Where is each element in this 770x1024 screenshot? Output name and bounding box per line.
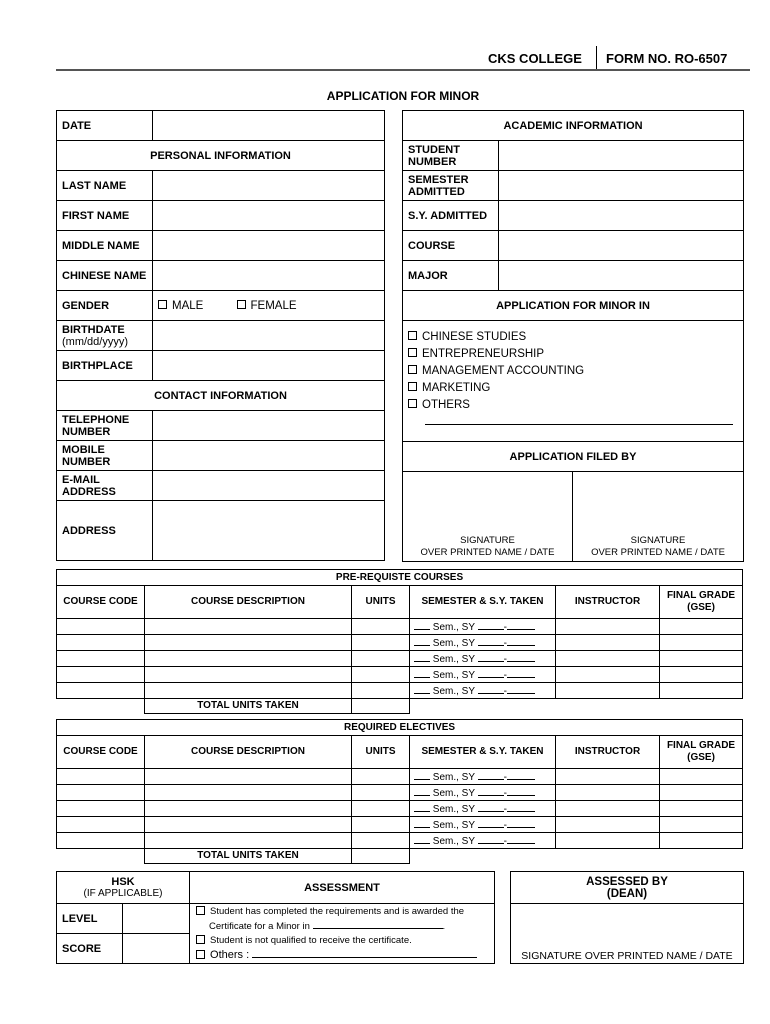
prereq-col-desc: COURSE DESCRIPTION <box>145 586 352 619</box>
dean-heading: ASSESSED BY (DEAN) <box>511 872 744 904</box>
filed-by-heading: APPLICATION FILED BY <box>403 442 744 472</box>
completed-option[interactable]: Student has completed the requirements and is awarded the <box>196 905 488 919</box>
not-qualified-option[interactable]: Student is not qualified to receive the certificate. <box>196 934 488 948</box>
course-label: COURSE <box>403 231 499 261</box>
electives-col-instructor: INSTRUCTOR <box>556 736 660 769</box>
header-college: CKS COLLEGE <box>488 51 582 66</box>
hsk-heading: HSK (IF APPLICABLE) <box>57 872 190 904</box>
table-row <box>57 817 743 833</box>
personal-info-heading: PERSONAL INFORMATION <box>57 141 385 171</box>
assessment-table <box>56 871 495 964</box>
option-others[interactable]: OTHERS <box>408 397 738 414</box>
birthplace-label: BIRTHPLACE <box>57 351 153 381</box>
prereq-col-grade: FINAL GRADE (GSE) <box>660 586 743 619</box>
electives-col-code: COURSE CODE <box>57 736 145 769</box>
minor-heading: APPLICATION FOR MINOR IN <box>403 291 744 321</box>
male-checkbox[interactable]: MALE <box>158 300 203 312</box>
semester-admitted-label: SEMESTER ADMITTED <box>403 171 499 201</box>
date-field[interactable] <box>153 111 385 141</box>
assessment-options: Student has completed the requirements and is awarded the Certificate for a Minor in . Student is not qualified to receive the certificate. Others : <box>190 904 495 964</box>
option-management-accounting[interactable]: MANAGEMENT ACCOUNTING <box>408 363 738 380</box>
semester-field[interactable]: Sem., SY - <box>410 817 556 833</box>
electives-col-sem: SEMESTER & S.Y. TAKEN <box>410 736 556 769</box>
semester-field[interactable]: Sem., SY - <box>410 667 556 683</box>
chinese-name-field[interactable] <box>153 261 385 291</box>
semester-field[interactable]: Sem., SY - <box>410 619 556 635</box>
table-row <box>57 683 743 699</box>
electives-total-label: TOTAL UNITS TAKEN <box>145 849 352 864</box>
semester-field[interactable]: Sem., SY - <box>410 683 556 699</box>
contact-info-heading: CONTACT INFORMATION <box>57 381 385 411</box>
table-row <box>57 667 743 683</box>
gender-options <box>153 291 385 321</box>
electives-total-units-field[interactable] <box>352 849 410 864</box>
table-row <box>57 833 743 849</box>
table-row <box>57 785 743 801</box>
header-rule <box>56 69 750 71</box>
email-field[interactable] <box>153 471 385 501</box>
sy-admitted-field[interactable] <box>499 201 744 231</box>
others-blank-line[interactable] <box>425 423 733 425</box>
personal-info-table <box>56 110 385 561</box>
major-field[interactable] <box>499 261 744 291</box>
level-label: LEVEL <box>57 904 123 934</box>
others-option[interactable]: Others : <box>196 948 488 962</box>
middle-name-field[interactable] <box>153 231 385 261</box>
student-number-field[interactable] <box>499 141 744 171</box>
prereq-col-sem: SEMESTER & S.Y. TAKEN <box>410 586 556 619</box>
minor-name-blank[interactable] <box>313 919 443 929</box>
header-divider <box>596 46 597 70</box>
electives-col-grade: FINAL GRADE (GSE) <box>660 736 743 769</box>
electives-col-units: UNITS <box>352 736 410 769</box>
prereq-col-instructor: INSTRUCTOR <box>556 586 660 619</box>
course-field[interactable] <box>499 231 744 261</box>
assessment-heading: ASSESSMENT <box>190 872 495 904</box>
parent-signature-box[interactable]: SIGNATURE OVER PRINTED NAME / DATE <box>573 472 744 562</box>
email-label: E-MAIL ADDRESS <box>57 471 153 501</box>
semester-field[interactable]: Sem., SY - <box>410 785 556 801</box>
telephone-label: TELEPHONE NUMBER <box>57 411 153 441</box>
birthdate-label: BIRTHDATE (mm/dd/yyyy) <box>57 321 153 351</box>
address-label: ADDRESS <box>57 501 153 561</box>
middle-name-label: MIDDLE NAME <box>57 231 153 261</box>
score-field[interactable] <box>123 934 190 964</box>
telephone-field[interactable] <box>153 411 385 441</box>
birthdate-field[interactable] <box>153 321 385 351</box>
option-marketing[interactable]: MARKETING <box>408 380 738 397</box>
gender-label: GENDER <box>57 291 153 321</box>
semester-field[interactable]: Sem., SY - <box>410 833 556 849</box>
score-label: SCORE <box>57 934 123 964</box>
academic-info-table <box>402 110 744 562</box>
prereq-total-label: TOTAL UNITS TAKEN <box>145 699 352 714</box>
birthplace-field[interactable] <box>153 351 385 381</box>
academic-info-heading: ACADEMIC INFORMATION <box>403 111 744 141</box>
mobile-label: MOBILE NUMBER <box>57 441 153 471</box>
semester-field[interactable]: Sem., SY - <box>410 801 556 817</box>
semester-field[interactable]: Sem., SY - <box>410 651 556 667</box>
dean-signature-box[interactable]: SIGNATURE OVER PRINTED NAME / DATE <box>511 904 744 964</box>
prereq-table <box>56 569 743 714</box>
semester-field[interactable]: Sem., SY - <box>410 635 556 651</box>
option-chinese-studies[interactable]: CHINESE STUDIES <box>408 329 738 346</box>
electives-col-desc: COURSE DESCRIPTION <box>145 736 352 769</box>
minor-options <box>403 321 744 442</box>
prereq-heading: PRE-REQUISTE COURSES <box>57 570 743 586</box>
prereq-col-units: UNITS <box>352 586 410 619</box>
option-entrepreneurship[interactable]: ENTREPRENEURSHIP <box>408 346 738 363</box>
female-checkbox[interactable]: FEMALE <box>237 300 297 312</box>
page-title: APPLICATION FOR MINOR <box>326 89 480 103</box>
last-name-label: LAST NAME <box>57 171 153 201</box>
date-label: DATE <box>57 111 153 141</box>
prereq-total-units-field[interactable] <box>352 699 410 714</box>
level-field[interactable] <box>123 904 190 934</box>
table-row <box>57 651 743 667</box>
student-number-label: STUDENT NUMBER <box>403 141 499 171</box>
chinese-name-label: CHINESE NAME <box>57 261 153 291</box>
table-row <box>57 801 743 817</box>
sy-admitted-label: S.Y. ADMITTED <box>403 201 499 231</box>
semester-admitted-field[interactable] <box>499 171 744 201</box>
electives-heading: REQUIRED ELECTIVES <box>57 720 743 736</box>
table-row <box>57 619 743 635</box>
first-name-label: FIRST NAME <box>57 201 153 231</box>
semester-field[interactable]: Sem., SY - <box>410 769 556 785</box>
electives-table <box>56 719 743 864</box>
applicant-signature-box[interactable]: SIGNATURE OVER PRINTED NAME / DATE <box>403 472 573 562</box>
address-field[interactable] <box>153 501 385 561</box>
dean-table <box>510 871 744 964</box>
last-name-field[interactable] <box>153 171 385 201</box>
table-row <box>57 635 743 651</box>
header-form-number: FORM NO. RO-6507 <box>606 51 728 66</box>
mobile-field[interactable] <box>153 441 385 471</box>
major-label: MAJOR <box>403 261 499 291</box>
table-row <box>57 769 743 785</box>
prereq-col-code: COURSE CODE <box>57 586 145 619</box>
first-name-field[interactable] <box>153 201 385 231</box>
